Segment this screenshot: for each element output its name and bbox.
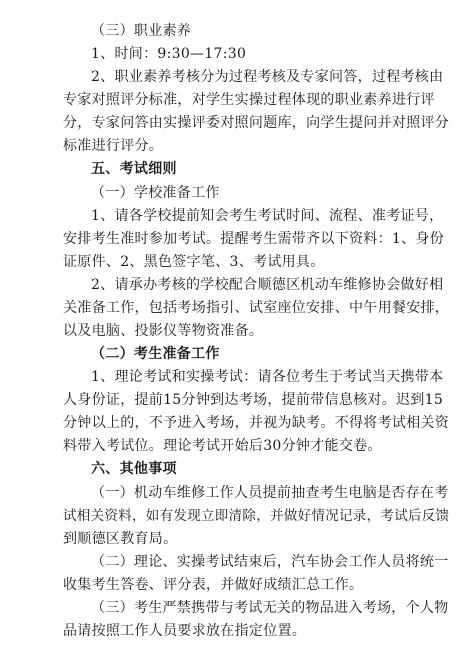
paragraph-line: 分钟以上的，不予进入考场，并视为缺考。不得将考试相关资 (63, 415, 450, 431)
paragraph-line: （一）机动车维修工作人员提前抽查考生电脑是否存在考 (91, 485, 449, 501)
subsection-heading: （一）学校准备工作 (91, 185, 220, 201)
paragraph-line: 到顺德区教育局。 (63, 531, 178, 547)
paragraph-line: 2、请承办考核的学校配合顺德区机动车维修协会做好相 (91, 277, 444, 293)
paragraph-line: 1、理论考试和实操考试：请各位考生于考试当天携带本 (91, 369, 444, 385)
paragraph-line: 收集考生答卷、评分表，并做好成绩汇总工作。 (63, 577, 364, 593)
paragraph-line: （二）理论、实操考试结束后，汽车协会工作人员将统一 (91, 554, 449, 570)
paragraph-line: 标准进行评分。 (63, 138, 164, 154)
paragraph-line: 试相关资料，如有发现立即清除，并做好情况记录，考试后反馈 (63, 508, 450, 524)
paragraph-line: 关准备工作，包括考场指引、试室座位安排、中午用餐安排， (63, 300, 450, 316)
paragraph-line: （三）考生严禁携带与考试无关的物品进入考场，个人物 (91, 600, 449, 616)
paragraph-line: 专家对照评分标准，对学生实操过程体现的职业素养进行评 (63, 92, 435, 108)
section-heading: 五、考试细则 (91, 161, 177, 177)
paragraph-line: 安排考生准时参加考试。提醒考生需带齐以下资料：1、身份 (63, 231, 445, 247)
paragraph-line: 料带入考试位。理论考试开始后30分钟才能交卷。 (63, 438, 382, 454)
paragraph-line: 以及电脑、投影仪等物资准备。 (63, 323, 264, 339)
section-heading: （三）职业素养 (91, 23, 192, 39)
section-heading: 六、其他事项 (91, 461, 177, 477)
subsection-heading: （二）考生准备工作 (91, 346, 220, 362)
paragraph-line: 品请按照工作人员要求放在指定位置。 (63, 623, 307, 639)
paragraph-line: 分，专家问答由实操评委对照问题库，向学生提问并对照评分 (63, 115, 450, 131)
paragraph-line: 人身份证，提前15分钟到达考场，提前带信息核对。迟到15 (63, 392, 444, 408)
paragraph-line: 1、请各学校提前知会考生考试时间、流程、准考证号， (91, 208, 444, 224)
paragraph-line: 2、职业素养考核分为过程考核及专家问答，过程考核由 (91, 69, 444, 85)
paragraph-line: 1、时间：9:30—17:30 (91, 46, 247, 62)
paragraph-line: 证原件、2、黑色签字笔、3、考试用具。 (63, 254, 325, 270)
